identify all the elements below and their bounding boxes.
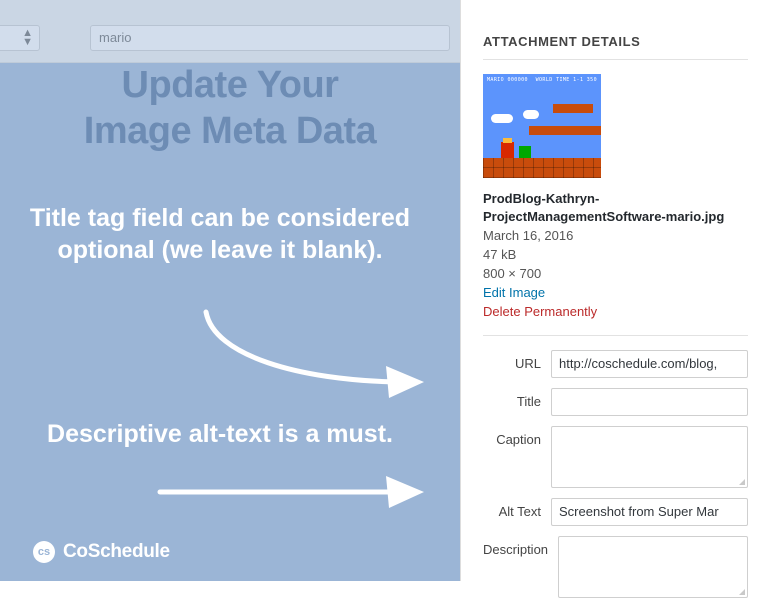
description-label: Description bbox=[483, 542, 549, 557]
attachment-date: March 16, 2016 bbox=[483, 228, 574, 243]
delete-permanently-link[interactable]: Delete Permanently bbox=[483, 304, 598, 319]
url-input[interactable]: http://coschedule.com/blog, bbox=[551, 350, 748, 378]
attachment-details-panel bbox=[460, 0, 770, 581]
edit-image-link[interactable]: Edit Image bbox=[483, 285, 546, 300]
cloud-shape bbox=[523, 110, 539, 119]
attachment-filename: ProdBlog-Kathryn-ProjectManagementSoftware-mario.jpg bbox=[483, 191, 725, 224]
callout-alt-text: Descriptive alt-text is a must. bbox=[47, 420, 393, 448]
promo-headline bbox=[0, 62, 460, 154]
cloud-shape bbox=[491, 114, 513, 123]
field-row-title bbox=[483, 388, 748, 416]
alt-text-label: Alt Text bbox=[498, 504, 541, 519]
brick-row bbox=[529, 126, 601, 135]
thumbnail-hud bbox=[487, 77, 597, 89]
attachment-thumbnail[interactable] bbox=[483, 74, 601, 178]
ground-tiles bbox=[483, 158, 601, 178]
field-row-url bbox=[483, 350, 748, 378]
field-row-alt-text bbox=[483, 498, 748, 526]
mario-sprite bbox=[501, 142, 514, 158]
divider bbox=[483, 335, 748, 336]
brick-row bbox=[553, 104, 593, 113]
chevron-updown-icon: ▲ ▼ bbox=[22, 27, 33, 48]
attachment-dimensions: 800 × 700 bbox=[483, 266, 542, 281]
panel-title: ATTACHMENT DETAILS bbox=[483, 34, 641, 49]
media-search-input[interactable]: mario bbox=[90, 25, 450, 51]
coschedule-logo-text: CoSchedule bbox=[63, 541, 170, 562]
coschedule-logo-icon: cs bbox=[33, 541, 55, 563]
divider bbox=[483, 59, 748, 60]
title-input[interactable] bbox=[551, 388, 748, 416]
caption-textarea[interactable] bbox=[551, 426, 748, 488]
field-row-description bbox=[483, 536, 748, 598]
url-label: URL bbox=[514, 356, 541, 371]
thumbnail-hud-left: MARIO 000000 bbox=[487, 77, 528, 83]
caption-label: Caption bbox=[496, 432, 541, 447]
promo-headline-line2: Image Meta Data bbox=[83, 110, 377, 152]
description-textarea[interactable] bbox=[558, 536, 748, 598]
callout-title-optional: Title tag field can be considered optional (we leave it blank). bbox=[29, 204, 411, 264]
alt-text-input[interactable]: Screenshot from Super Mar bbox=[551, 498, 748, 526]
thumbnail-hud-right: WORLD TIME 1-1 350 bbox=[535, 77, 597, 83]
attachment-filesize: 47 kB bbox=[483, 247, 517, 262]
promo-headline-line1: Update Your bbox=[121, 64, 339, 106]
media-library-toolbar bbox=[0, 0, 460, 63]
title-label: Title bbox=[516, 394, 541, 409]
media-filter-select[interactable] bbox=[0, 25, 40, 51]
field-row-caption bbox=[483, 426, 748, 488]
coschedule-logo bbox=[33, 541, 170, 563]
pipe-shape bbox=[519, 146, 531, 158]
